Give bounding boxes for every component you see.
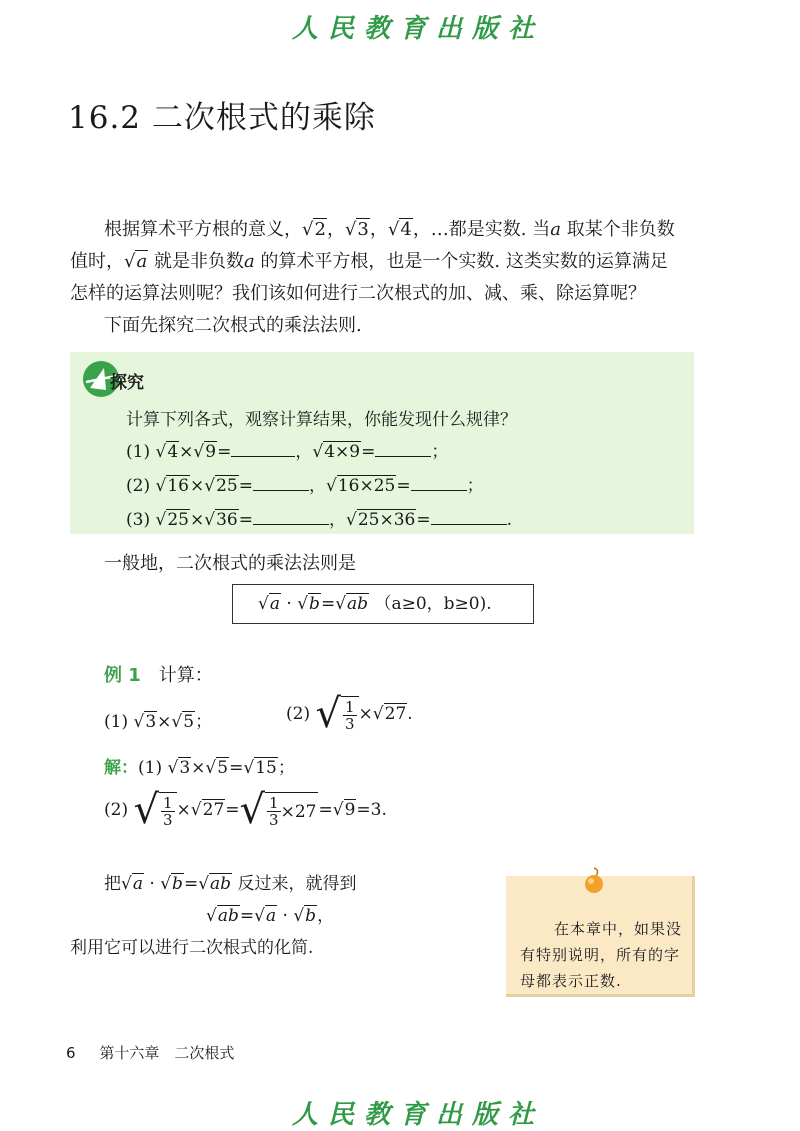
explore-prompt: 计算下列各式，观察计算结果，你能发现什么规律？ [126,410,517,430]
note-text: 在本章中，如果没有特别说明，所有的字母都表示正数. [520,920,683,990]
intro-text: 的算术平方根，也是一个实数. 这类实数的运算满足 [254,251,668,272]
rule-formula: √a · √b=√ab （a≥0，b≥0). [258,594,492,614]
example-task: 计算： [158,665,213,686]
solution-line-1: 解：(1) √3×√5=√15； [104,758,295,778]
sqrt-a: √a [124,251,148,272]
intro-line-1: 根据算术平方根的意义，√2，√3，√4，…都是实数. 当a 取某个非负数 [104,214,675,246]
page-footer [66,1042,234,1063]
example-label: 例 1 [104,665,141,686]
chapter-label: 第十六章 二次根式 [99,1044,235,1062]
explore-item-1: (1) √4×√9= ，√4×9= ； [126,442,449,462]
reverse-formula: √ab=√a · √b， [206,906,335,926]
intro-line-2 [70,246,668,278]
explore-heading: 探究 [110,373,144,393]
intro-text: 就是非负数 [148,251,244,272]
rule-lead: 一般地，二次根式的乘法法则是 [104,553,356,574]
answer-blank [431,508,507,525]
sqrt-4: √4 [387,219,412,240]
intro-text: 值时， [70,251,124,272]
sqrt-3: √3 [344,219,369,240]
publisher-logo-bottom: 人民教育出版社 [292,1100,545,1130]
example-heading [104,660,213,692]
example-q2: (2) √ $\frac{1}{3}$ × √27 . [286,691,413,737]
var-a: a [550,219,561,240]
section-title: 16.2 二次根式的乘除 [68,100,376,136]
reverse-closing: 利用它可以进行二次根式的化简. [70,938,314,958]
intro-line-4: 下面先探究二次根式的乘法法则. [104,315,362,336]
var-a: a [243,251,255,272]
sqrt-2: √2 [302,219,326,240]
answer-blank [253,474,309,491]
answer-blank [231,440,295,457]
answer-blank [411,474,467,491]
publisher-logo-top: 人民教育出版社 [292,14,545,44]
pushpin-icon [580,866,608,896]
intro-text: 根据算术平方根的意义， [104,219,302,240]
example-q1: (1) √3×√5； [104,712,213,732]
intro-text: ，…都是实数. 当 [412,219,551,240]
answer-blank [375,440,431,457]
page-number: 6 [66,1044,76,1062]
answer-blank [253,508,329,525]
intro-text: 取某个非负数 [561,219,675,240]
intro-line-3: 怎样的运算法则呢？我们该如何进行二次根式的加、减、乘、除运算呢？ [70,283,646,304]
explore-item-3: (3) √25×√36= ，√25×36= . [126,510,512,530]
solution-label: 解： [104,758,138,778]
explore-item-2: (2) √16×√25= ，√16×25= ； [126,476,484,496]
solution-line-2: (2) √ $\frac{1}{3}$ × √27 = √ $\frac{1}{3}$ × 27 = √9 =3. [104,787,387,833]
reverse-line-1: 把√a · √b=√ab 反过来，就得到 [104,874,357,894]
